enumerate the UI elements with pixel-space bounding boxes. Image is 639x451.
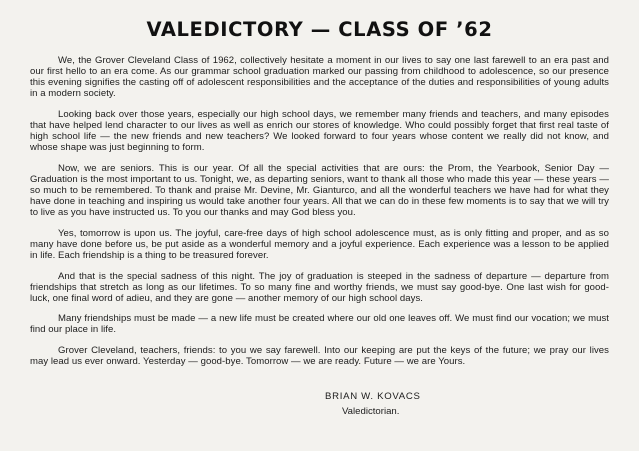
paragraph-3: Now, we are seniors. This is our year. Of all the special activities that are ours: the Prom, the Yearbook, Senior Day — Graduation is the most important to us. Tonight, we, as departing seniors, want to thank all those who made this year — these years — so much to be remembered. To thank and praise Mr. Devine, Mr. Gianturco, and all the wonderful teachers we have had for what they have done in teaching and inspiring us would take another four years. All that we can do in these few moments is to say that we will try to live as you have instructed us. To you our thanks and may God bless you. bbox=[30, 162, 609, 219]
paragraph-1: We, the Grover Cleveland Class of 1962, collectively hesitate a moment in our lives to say one last farewell to an era past and our first hello to an era come. As our grammar school graduation marked our passing from childhood to adolescence, so our presence this evening signifies the casting off of adolescent responsibilities and the acceptance of the duties and responsibilities of young adults in a modern society. bbox=[30, 55, 609, 100]
paragraph-7: Grover Cleveland, teachers, friends: to you we say farewell. Into our keeping are put the keys of the future; we pray our lives may lead us ever onward. Yesterday — good-bye. Tomorrow — we are ready. Future — we are Yours. bbox=[30, 344, 609, 368]
speech-body bbox=[30, 55, 609, 367]
signature-role: Valedictorian. bbox=[342, 406, 400, 417]
paragraph-4: Yes, tomorrow is upon us. The joyful, care-free days of high school adolescence must, as is only fitting and proper, and as so many have done before us, be put aside as a wonderful memory and a joyful experience. Each experience was a lesson to be applied in life. Each friendship is a thing to be treasured forever. bbox=[30, 227, 609, 261]
signature-name: BRIAN W. KOVACS bbox=[325, 391, 421, 402]
paragraph-2: Looking back over those years, especially our high school days, we remember many friends and teachers, and many episodes that have helped lend character to our lives as well as enrich our stores of knowledge. Who could possibly forget that first real taste of high school life — the new friends and new teachers? We looked forward to four years whose content we really did not know, and whose shape was just beginning to form. bbox=[30, 108, 609, 154]
paragraph-5: And that is the special sadness of this night. The joy of graduation is steeped in the sadness of departure — departure from friendships that stretch as long as our lifetimes. To so many fine and worthy friends, we must say good-bye. One last wish for good-luck, one final word of adieu, and they are gone — another memory of our high school days. bbox=[30, 270, 609, 304]
signature-block bbox=[325, 389, 421, 419]
paragraph-6: Many friendships must be made — a new life must be created where our old one leaves off. We must find our vocation; we must find our place in life. bbox=[30, 313, 609, 336]
page-title: VALEDICTORY — CLASS OF ’62 bbox=[146, 18, 493, 41]
